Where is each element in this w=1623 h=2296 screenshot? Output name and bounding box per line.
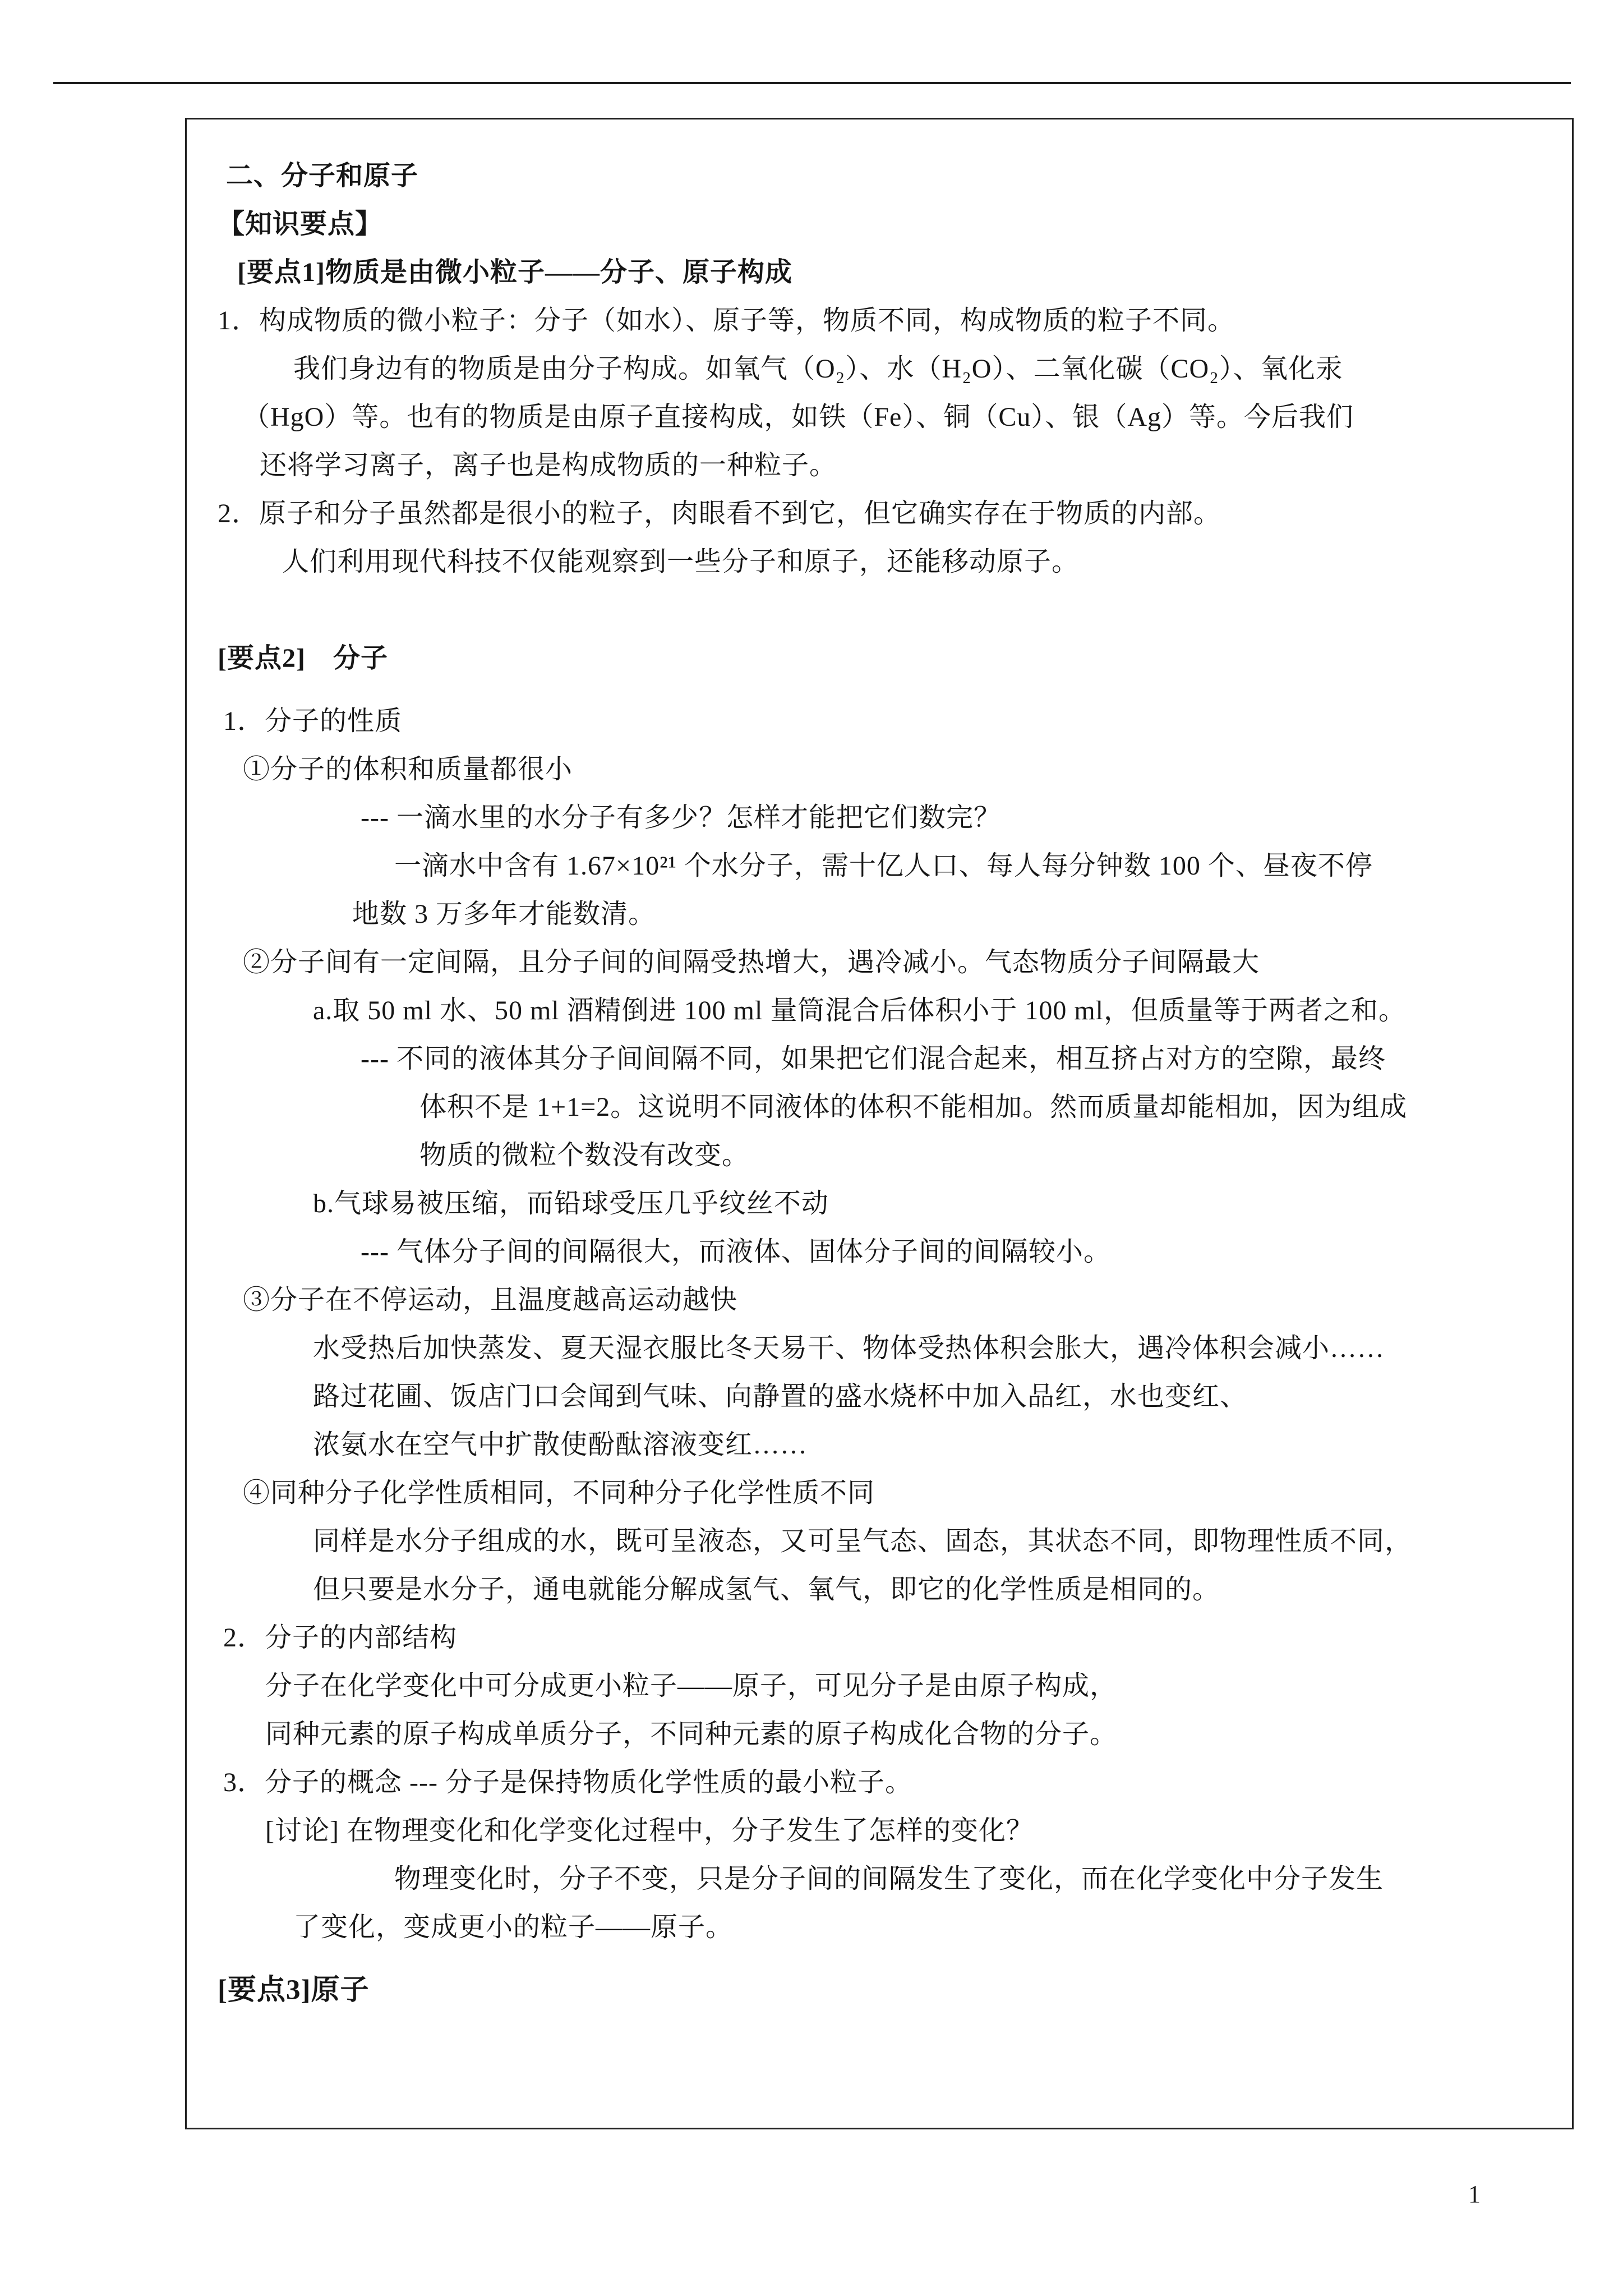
top-rule-divider (53, 82, 1571, 84)
doc-line: ②分子间有一定间隔，且分子间的间隔受热增大，遇冷减小。气态物质分子间隔最大 (243, 947, 1260, 977)
doc-line: --- 一滴水里的水分子有多少？怎样才能把它们数完？ (361, 803, 1001, 832)
doc-line: --- 不同的液体其分子间间隔不同，如果把它们混合起来，相互挤占对方的空隙，最终 (361, 1044, 1386, 1074)
doc-line: 物质的微粒个数没有改变。 (419, 1140, 750, 1170)
doc-line: 3．分子的概念 --- 分子是保持物质化学性质的最小粒子。 (223, 1768, 912, 1797)
doc-line: 了变化，变成更小的粒子——原子。 (293, 1912, 734, 1942)
content-box (185, 118, 1574, 2129)
doc-line: 同样是水分子组成的水，既可呈液态，又可呈气态、固态，其状态不同，即物理性质不同， (313, 1526, 1413, 1556)
doc-line: 浓氨水在空气中扩散使酚酞溶液变红…… (313, 1430, 808, 1460)
doc-line: 水受热后加快蒸发、夏天湿衣服比冬天易干、物体受热体积会胀大，遇冷体积会减小…… (313, 1333, 1385, 1363)
doc-line: 体积不是 1+1=2。这说明不同液体的体积不能相加。然而质量却能相加，因为组成 (419, 1092, 1408, 1122)
doc-line: 1．分子的性质 (223, 706, 403, 736)
doc-line: 我们身边有的物质是由分子构成。如氧气（O₂）、水（H₂O）、二氧化碳（CO₂）、氧化汞 (293, 354, 1343, 384)
doc-line: 还将学习离子，离子也是构成物质的一种粒子。 (260, 450, 837, 480)
doc-line: （HgO）等。也有的物质是由原子直接构成，如铁（Fe）、铜（Cu）、银（Ag）等。今后我们 (243, 402, 1354, 432)
spacer (218, 586, 1550, 634)
page-number: 1 (1468, 2180, 1481, 2208)
doc-line: 1．构成物质的微小粒子：分子（如水）、原子等，物质不同，构成物质的粒子不同。 (218, 306, 1235, 335)
doc-line: 2．分子的内部结构 (223, 1623, 458, 1653)
doc-line: ③分子在不停运动，且温度越高运动越快 (243, 1285, 738, 1315)
doc-line: b.气球易被压缩，而铅球受压几乎纹丝不动 (313, 1189, 829, 1218)
knowledge-points-heading: 【知识要点】 (218, 209, 383, 239)
keypoint-3-heading: [要点3]原子 (218, 1975, 370, 2006)
doc-line: 分子在化学变化中可分成更小粒子——原子，可见分子是由原子构成， (265, 1671, 1118, 1701)
doc-line: ④同种分子化学性质相同，不同种分子化学性质不同 (243, 1478, 875, 1508)
doc-line: 物理变化时，分子不变，只是分子间的间隔发生了变化，而在化学变化中分子发生 (394, 1864, 1384, 1894)
doc-line: 一滴水中含有 1.67×10²¹ 个水分子，需十亿人口、每人每分钟数 100 个、昼夜不停 (394, 851, 1373, 881)
doc-line: 2．原子和分子虽然都是很小的粒子，肉眼看不到它，但它确实存在于物质的内部。 (218, 499, 1221, 528)
doc-line: 地数 3 万多年才能数清。 (352, 899, 656, 929)
doc-line: 路过花圃、饭店门口会闻到气味、向静置的盛水烧杯中加入品红，水也变红、 (313, 1382, 1248, 1411)
section-title: 二、分子和原子 (226, 161, 419, 191)
keypoint-1-heading: [要点1]物质是由微小粒子——分子、原子构成 (237, 257, 792, 287)
spacer (218, 683, 1550, 697)
spacer (218, 1952, 1550, 1966)
doc-line: ①分子的体积和质量都很小 (243, 754, 573, 784)
doc-line: 同种元素的原子构成单质分子，不同种元素的原子构成化合物的分子。 (265, 1719, 1118, 1749)
doc-line: [讨论] 在物理变化和化学变化过程中，分子发生了怎样的变化？ (265, 1816, 1034, 1846)
doc-line: 但只要是水分子，通电就能分解成氢气、氧气，即它的化学性质是相同的。 (313, 1575, 1220, 1604)
doc-line: --- 气体分子间的间隔很大，而液体、固体分子间的间隔较小。 (361, 1237, 1111, 1267)
doc-line: a.取 50 ml 水、50 ml 酒精倒进 100 ml 量筒混合后体积小于 100 ml，但质量等于两者之和。 (313, 996, 1406, 1025)
keypoint-2-heading: [要点2] 分子 (218, 643, 388, 673)
doc-line: 人们利用现代科技不仅能观察到一些分子和原子，还能移动原子。 (282, 547, 1080, 577)
